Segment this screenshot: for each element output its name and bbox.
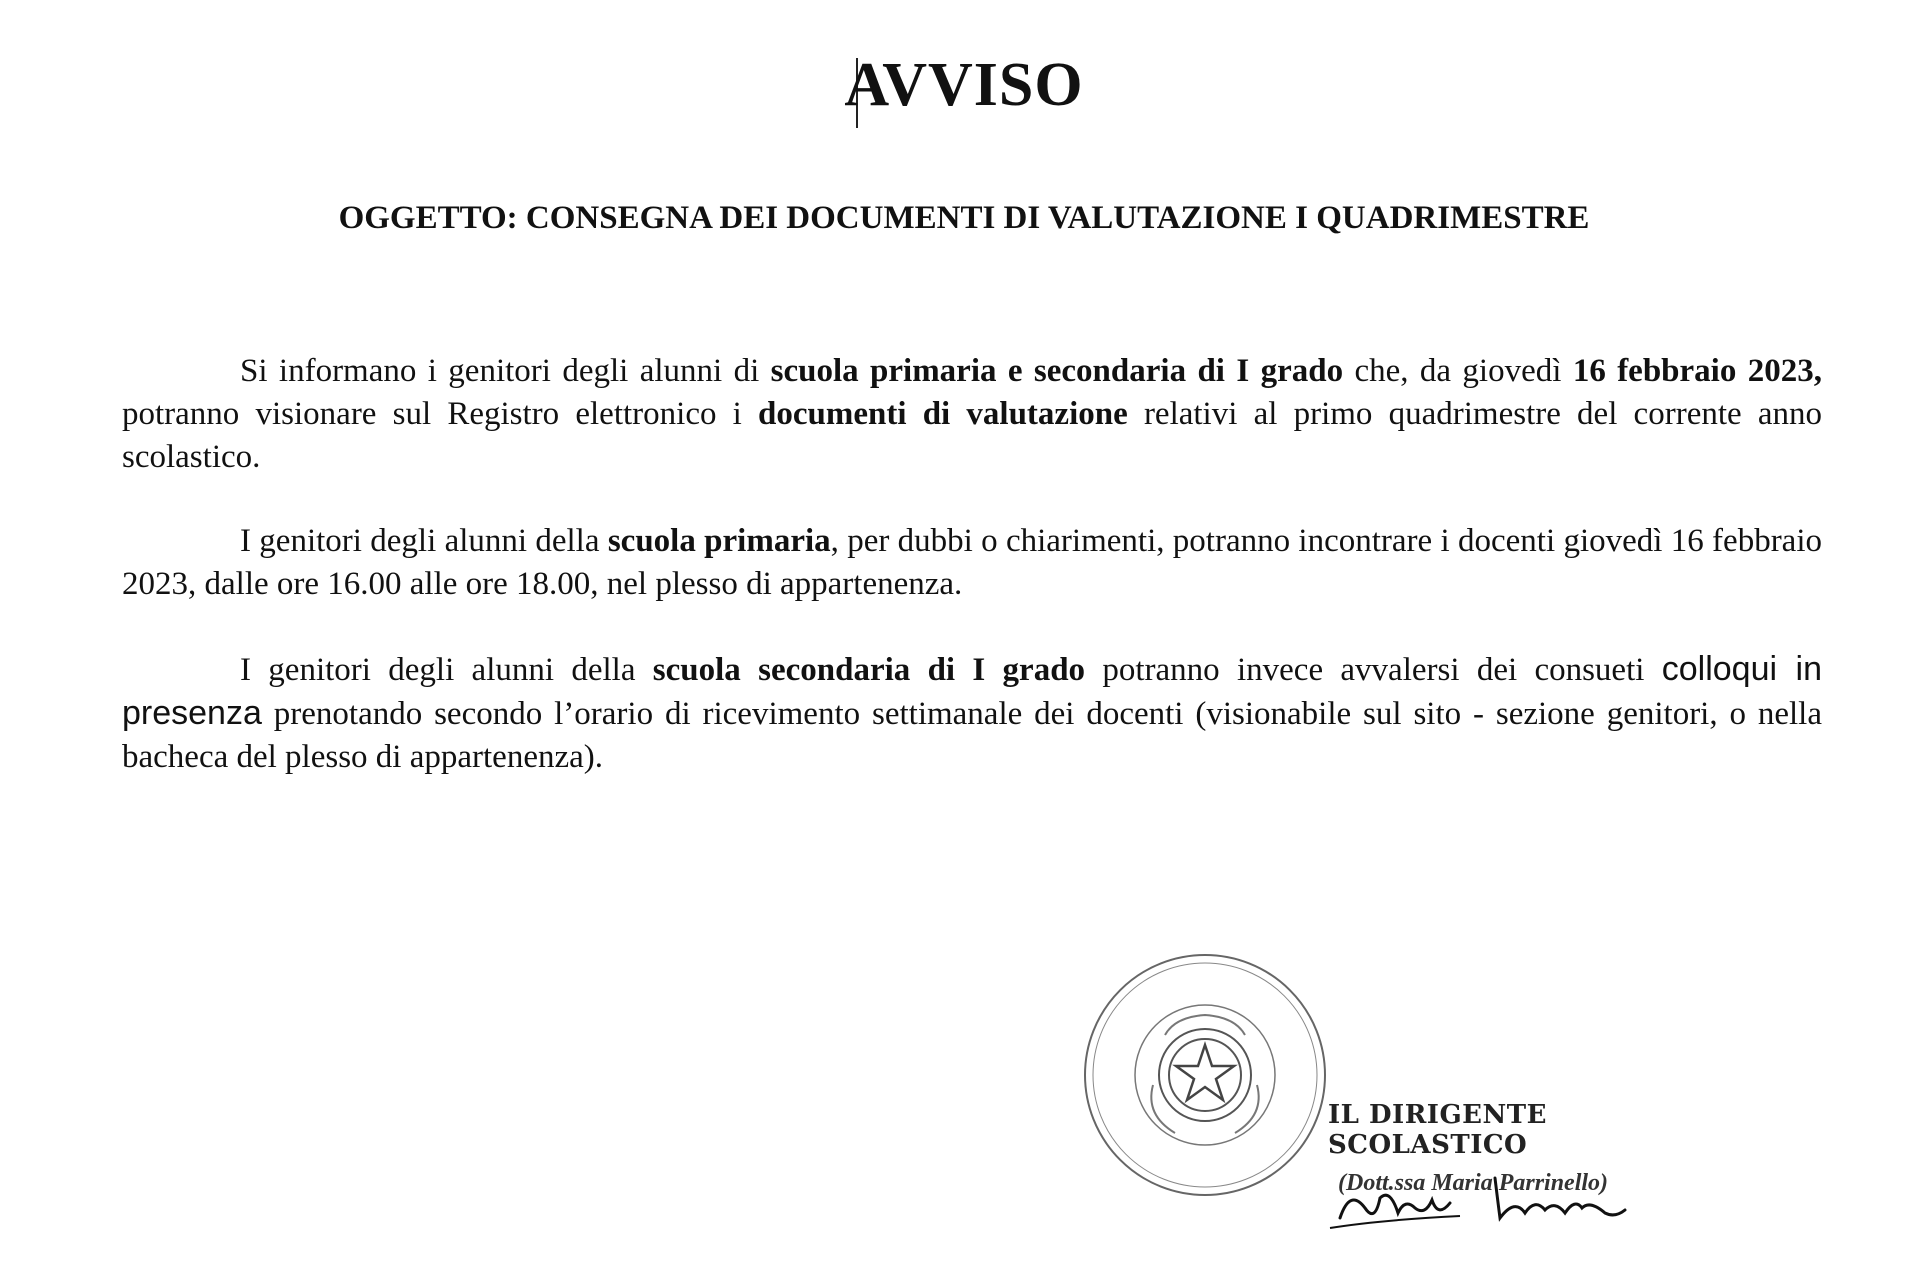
p1-text-2: che, da giovedì (1343, 353, 1573, 389)
paragraph-1 (122, 350, 1822, 479)
p1-bold-1: scuola primaria e secondaria di I grado (770, 353, 1344, 389)
p3-bold-1: scuola secondaria di I grado (652, 652, 1086, 688)
p3-text-2: potranno invece avvalersi dei consueti (1085, 652, 1662, 688)
p3-text-3: prenotando secondo l’orario di ricevimento settimanale dei docenti (visionabile sul sito - sezione genitori, o nella bacheca del plesso di appartenenza). (122, 696, 1822, 775)
handwritten-signature (1320, 1158, 1650, 1238)
school-stamp-icon (1075, 950, 1335, 1200)
p1-text-3: potranno visionare sul Registro elettronico i (122, 396, 759, 432)
p2-text-2: , per dubbi o chiarimenti, potranno incontrare i docenti giovedì 16 febbraio 2023, dalle ore 16.00 alle ore 18.00, nel plesso di appartenenza. (122, 523, 1823, 602)
p2-text-1: I genitori degli alunni della (240, 523, 608, 559)
p1-text-4: relativi al primo quadrimestre del corrente anno scolastico. (122, 396, 1822, 475)
document-subject: OGGETTO: CONSEGNA DEI DOCUMENTI DI VALUTAZIONE I QUADRIMESTRE (338, 200, 1590, 236)
document-title: AVVISO (844, 51, 1084, 119)
p1-bold-date: 16 febbraio 2023, (1572, 353, 1822, 389)
p1-text-1: Si informano i genitori degli alunni di (240, 353, 771, 389)
signatory-name: (Dott.ssa Maria Parrinello) (1338, 1170, 1609, 1196)
paragraph-2 (122, 520, 1822, 606)
paragraph-3 (122, 648, 1822, 779)
p2-bold-1: scuola primaria (607, 523, 831, 559)
p3-sans-text: colloqui in presenza (122, 650, 1822, 732)
p1-bold-3: documenti di valutazione (758, 396, 1128, 432)
p3-text-1: I genitori degli alunni della (240, 652, 653, 688)
signatory-role: IL DIRIGENTE SCOLASTICO (1328, 1100, 1547, 1160)
